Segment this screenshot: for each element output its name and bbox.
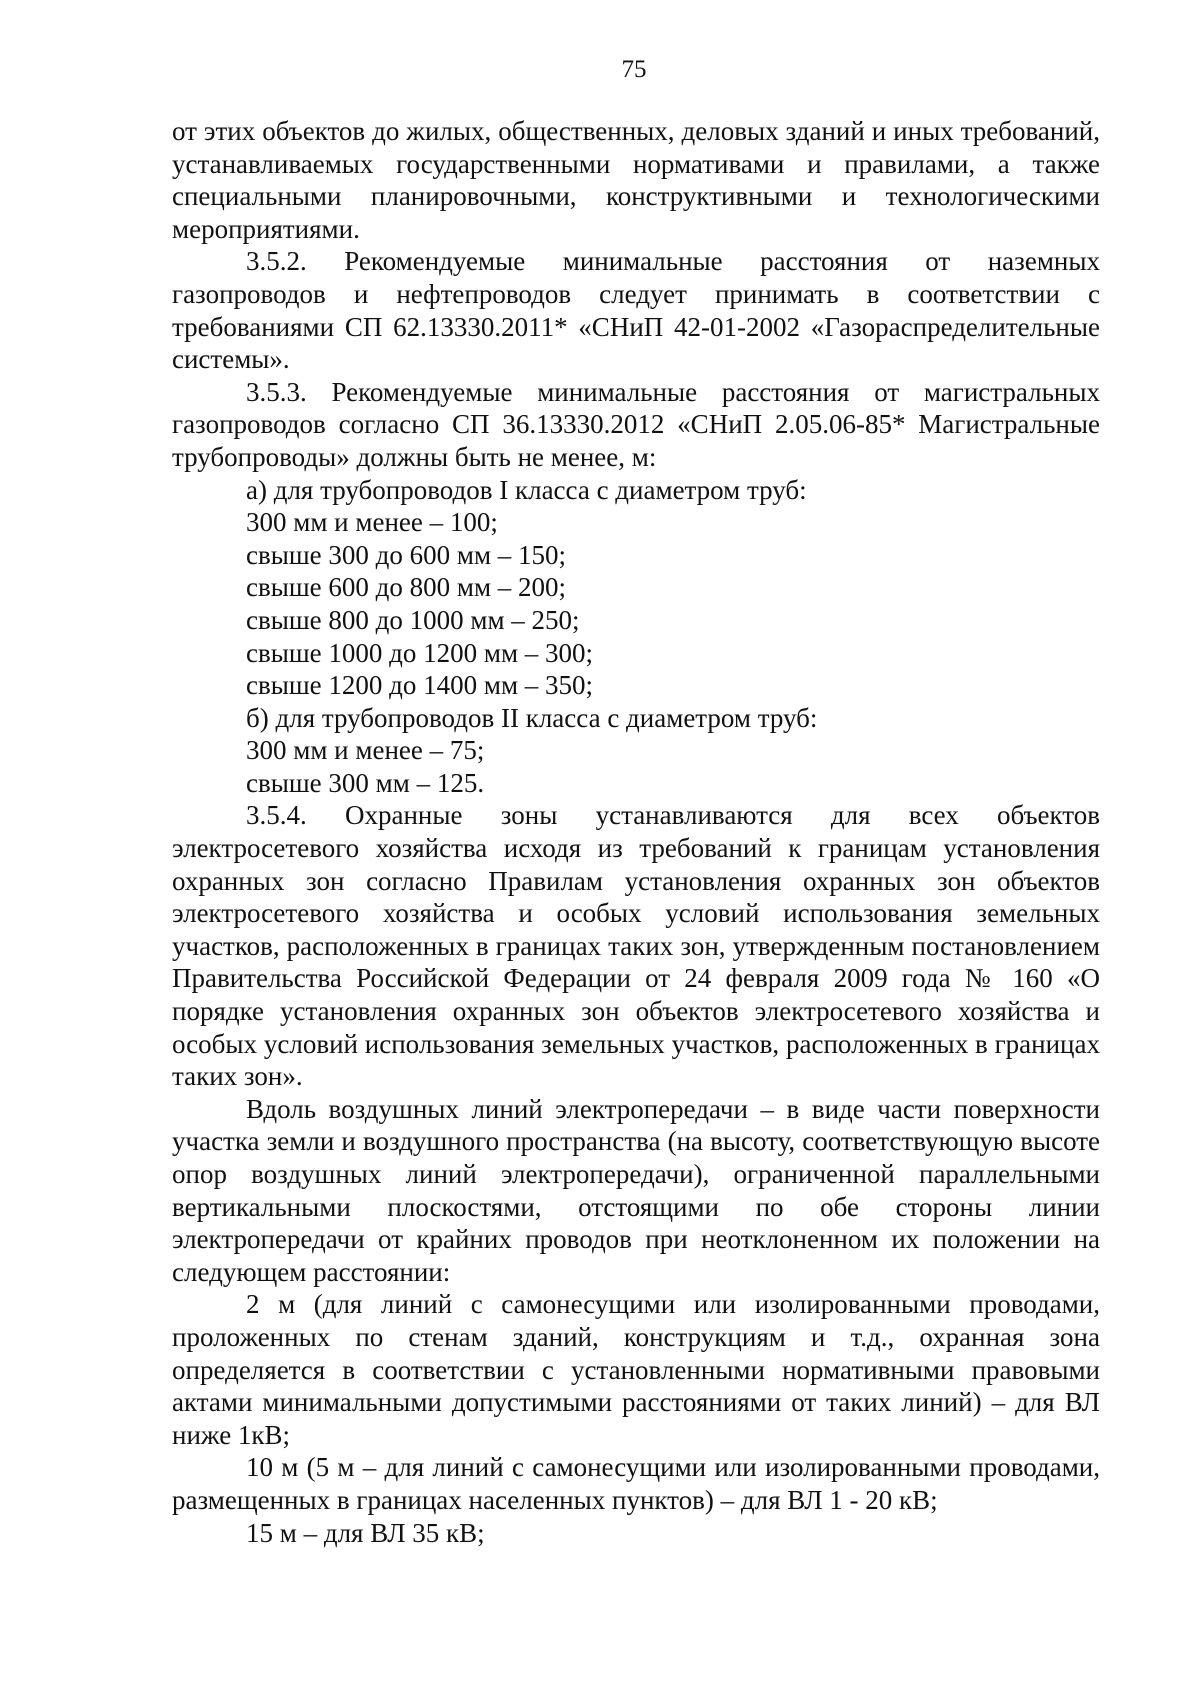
paragraph-overhead-lines: Вдоль воздушных линий электропередачи – в виде части поверхности участка земли и воздушного пространства (на высоту, соответствующую высоте опор воздушных линий электропередачи), ограниченной параллельными вертикальными плоскостями, отстоящими по обе стороны линии электропередачи от крайних проводов при неотклоненном их положении на следующем расстоянии: (172, 1093, 1100, 1287)
list-item-class-2-heading: б) для трубопроводов II класса с диаметром труб: (246, 702, 818, 733)
paragraph-continuation: от этих объектов до жилых, общественных, деловых зданий и иных требований, устанавливаемых государственными нормативами и правилами, а также специальными планировочными, конструктивными и технологическими мероприятиями. (172, 116, 1100, 244)
paragraph-10m: 10 м (5 м – для линий с самонесущими или изолированными проводами, размещенных в границах населенных пунктов) – для ВЛ 1 - 20 кВ; (172, 1452, 1100, 1515)
paragraph-15m: 15 м – для ВЛ 35 кВ; (246, 1517, 485, 1548)
list-item: свыше 1200 до 1400 мм – 350; (246, 670, 594, 701)
paragraph-3-5-4: 3.5.4. Охранные зоны устанавливаются для всех объектов электросетевого хозяйства исходя из требований к границам установления охранных зон согласно Правилам установления охранных зон объектов электросетевого хозяйства и особых условий использования земельных участков, расположенных в границах таких зон, утвержденным постановлением Правительства Российской Федерации от 24 февраля 2009 года № 160 «О порядке установления охранных зон объектов электросетевого хозяйства и особых условий использования земельных участков, расположенных в границах таких зон». (172, 800, 1100, 1092)
paragraph-3-5-2: 3.5.2. Рекомендуемые минимальные расстояния от наземных газопроводов и нефтепроводов следует принимать в соответствии с требованиями СП 62.13330.2011* «СНиП 42-01-2002 «Газораспределительные системы». (172, 246, 1100, 375)
list-item: свыше 800 до 1000 мм – 250; (246, 604, 580, 635)
paragraph-2m: 2 м (для линий с самонесущими или изолированными проводами, проложенных по стенам зданий, конструкциям и т.д., охранная зона определяется в соответствии с установленными нормативными правовыми актами минимальными допустимыми расстояниями от таких линий) – для ВЛ ниже 1кВ; (172, 1289, 1100, 1450)
paragraph-3-5-3: 3.5.3. Рекомендуемые минимальные расстояния от магистральных газопроводов согласно СП 36.13330.2012 «СНиП 2.05.06-85* Магистральные трубопроводы» должны быть не менее, м: (172, 376, 1100, 472)
list-item: свыше 300 до 600 мм – 150; (246, 539, 567, 570)
document-body (172, 115, 1100, 1549)
list-item: 300 мм и менее – 100; (246, 507, 498, 538)
list-item: свыше 300 мм – 125. (246, 767, 485, 798)
page-number: 75 (621, 56, 647, 83)
list-item: 300 мм и менее – 75; (246, 735, 485, 766)
list-item-class-1-heading: а) для трубопроводов I класса с диаметром труб: (246, 474, 807, 505)
list-item: свыше 600 до 800 мм – 200; (246, 572, 567, 603)
list-item: свыше 1000 до 1200 мм – 300; (246, 637, 594, 668)
